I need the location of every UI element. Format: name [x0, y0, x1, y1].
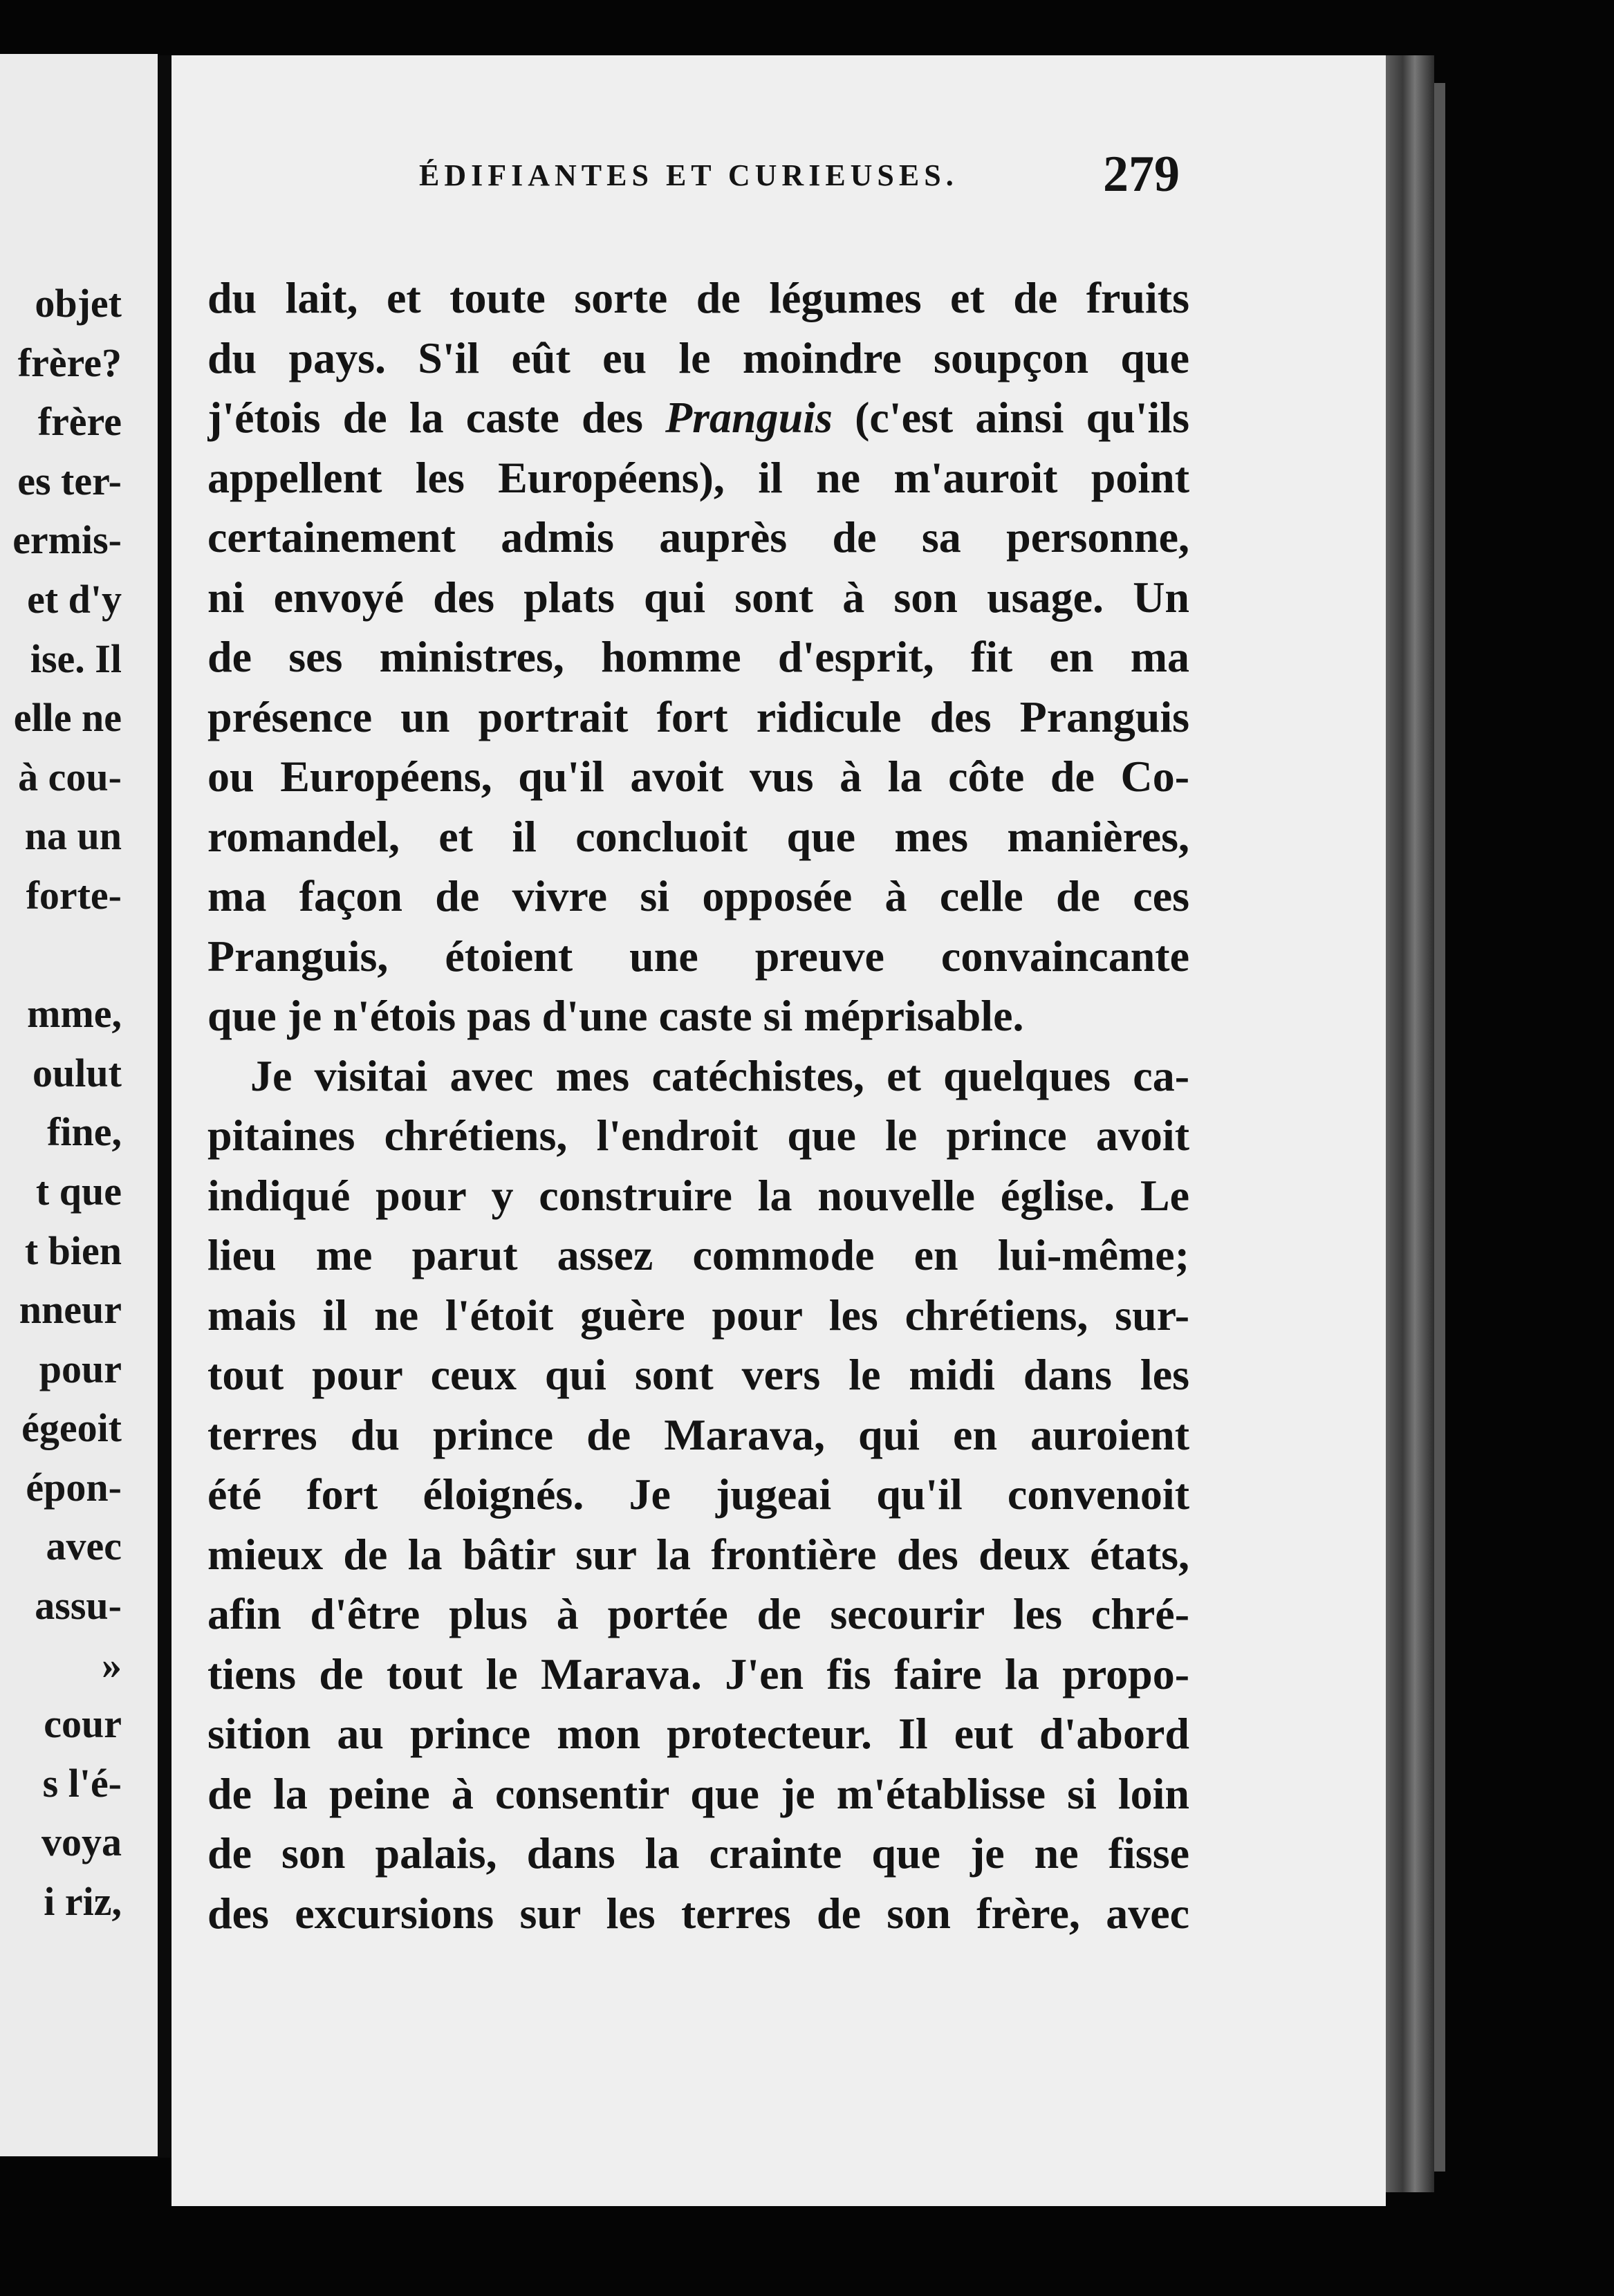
- previous-page-line: »: [102, 1642, 122, 1687]
- text-line: tiens de tout le Marava. J'en fis faire la propo-: [207, 1649, 1189, 1698]
- text-line: certainement admis auprès de sa personne,: [207, 512, 1189, 562]
- previous-page-line: na un: [24, 813, 122, 859]
- previous-page-line: oulut: [33, 1050, 122, 1095]
- previous-page-line: assu-: [35, 1583, 122, 1629]
- previous-page-line: cour: [44, 1701, 122, 1747]
- previous-page-line: s l'é-: [42, 1760, 122, 1806]
- book-cover-edge: [1434, 83, 1445, 2172]
- text-line: appellent les Européens), il ne m'auroit point: [207, 452, 1189, 502]
- text-line: mais il ne l'étoit guère pour les chrétiens, sur-: [207, 1290, 1189, 1340]
- running-title: ÉDIFIANTES ET CURIEUSES.: [419, 158, 958, 192]
- text-line: Je visitai avec mes catéchistes, et quelques ca-: [250, 1050, 1189, 1100]
- text-line: de son palais, dans la crainte que je ne fisse: [207, 1829, 1189, 1878]
- text-line: afin d'être plus à portée de secourir les chré-: [207, 1589, 1189, 1638]
- text-line: pitaines chrétiens, l'endroit que le prince avoit: [207, 1111, 1189, 1160]
- text-line: du pays. S'il eût eu le moindre soupçon que: [207, 333, 1189, 382]
- text-line: ou Européens, qu'il avoit vus à la côte de Co-: [207, 752, 1189, 801]
- text-segment: j'étois de la caste des: [207, 393, 666, 442]
- text-line: Pranguis, étoient une preuve convaincante: [207, 931, 1189, 981]
- previous-page-line: elle ne: [13, 695, 122, 741]
- text-line: indiqué pour y construire la nouvelle église. Le: [207, 1170, 1189, 1220]
- text-line: romandel, et il concluoit que mes manières,: [207, 811, 1189, 861]
- text-line: de la peine à consentir que je m'établisse si loin: [207, 1768, 1189, 1818]
- text-line: lieu me parut assez commode en lui-même;: [207, 1230, 1189, 1279]
- text-line: tout pour ceux qui sont vers le midi dans les: [207, 1350, 1189, 1399]
- previous-page-line: avec: [46, 1524, 122, 1569]
- previous-page-line: frère: [37, 399, 122, 445]
- previous-page: [0, 54, 158, 2156]
- text-line: sition au prince mon protecteur. Il eut d'abord: [207, 1709, 1189, 1758]
- text-line: terres du prince de Marava, qui en auroient: [207, 1409, 1189, 1459]
- text-line: été fort éloignés. Je jugeai qu'il convenoit: [207, 1470, 1189, 1519]
- text-segment: (c'est ainsi qu'ils: [832, 393, 1189, 442]
- previous-page-line: i riz,: [44, 1879, 122, 1925]
- previous-page-line: forte-: [26, 872, 122, 918]
- previous-page-line: égeoit: [21, 1405, 122, 1451]
- text-line: ni envoyé des plats qui sont à son usage. Un: [207, 572, 1189, 622]
- text-line: des excursions sur les terres de son frère, avec: [207, 1888, 1189, 1938]
- text-line: mieux de la bâtir sur la frontière des deux états,: [207, 1529, 1189, 1579]
- text-line: que je n'étois pas d'une caste si méprisable.: [207, 991, 1024, 1040]
- text-line: de ses ministres, homme d'esprit, fit en ma: [207, 632, 1189, 681]
- running-head: [239, 145, 1180, 207]
- text-line: présence un portrait fort ridicule des Pranguis: [207, 692, 1189, 741]
- page-edges: [1386, 55, 1434, 2192]
- previous-page-text: [0, 274, 122, 1932]
- previous-page-line: frère?: [17, 340, 122, 385]
- text-line: [207, 388, 1189, 448]
- previous-page-line: [0, 925, 122, 985]
- previous-page-line: à cou-: [18, 754, 122, 799]
- text-line: ma façon de vivre si opposée à celle de ces: [207, 871, 1189, 920]
- page-number: 279: [1103, 146, 1180, 203]
- previous-page-line: ermis-: [12, 517, 122, 563]
- previous-page-line: fine,: [47, 1109, 122, 1155]
- previous-page-line: t que: [35, 1168, 122, 1214]
- previous-page-line: mme,: [27, 991, 122, 1037]
- previous-page-line: voya: [41, 1820, 122, 1865]
- previous-page-line: t bien: [24, 1228, 122, 1273]
- text-line: du lait, et toute sorte de légumes et de fruits: [207, 273, 1189, 322]
- previous-page-line: ise. Il: [30, 636, 122, 681]
- book-gutter: [158, 55, 171, 2158]
- previous-page-line: pour: [39, 1346, 122, 1391]
- previous-page-line: es ter-: [17, 458, 122, 503]
- previous-page-line: objet: [35, 281, 122, 326]
- italic-term: Pranguis: [665, 393, 833, 442]
- body-text: [207, 268, 1189, 1943]
- previous-page-line: et d'y: [27, 576, 122, 622]
- previous-page-line: épon-: [26, 1464, 122, 1510]
- previous-page-line: nneur: [19, 1287, 122, 1333]
